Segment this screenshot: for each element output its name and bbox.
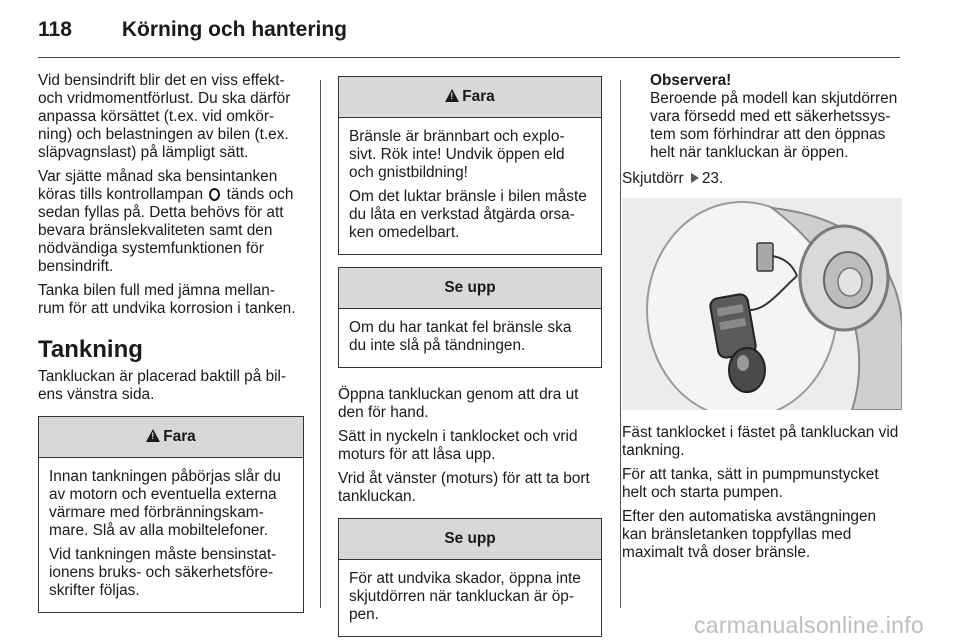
section-heading: Tankning (38, 336, 143, 363)
paragraph: Tanka bilen full med jämna mellan- rum för att undvika korrosion i tanken. (38, 282, 296, 317)
caution-box-title: Se upp (339, 519, 601, 560)
danger-box-title: !Fara (339, 77, 601, 118)
box-text: Om det luktar bränsle i bilen måste du låta en verkstad åtgärda orsa- ken omedelbart. (349, 188, 587, 241)
caution-box (338, 518, 602, 637)
danger-box (38, 416, 304, 613)
cross-reference: Skjutdörr 23. (622, 170, 724, 187)
page-header (38, 18, 347, 42)
note-block (622, 72, 902, 162)
box-text: Om du har tankat fel bränsle ska du inte slå på tändningen. (349, 319, 572, 354)
caution-box-title: Se upp (339, 268, 601, 309)
watermark: carmanualsonline.info (693, 612, 924, 638)
box-text: För att undvika skador, öppna inte skjutdörren när tankluckan är öp- pen. (349, 570, 581, 623)
warning-triangle-icon (445, 89, 459, 102)
caution-box (338, 267, 602, 368)
paragraph: Var sjätte månad ska bensintanken köras tills kontrollampan tänds och sedan fyllas på. Detta behövs för att bevara bränslekvaliteten samt den nödvändiga systemfunktionen för bensindrift. (38, 168, 294, 275)
control-lamp-icon (209, 188, 220, 201)
paragraph: Vid bensindrift blir det en viss effekt- och vridmomentförlust. Du ska därför anpassa körsättet (t.ex. vid omkör- ning) och belastningen av bilen (t.ex. släpvagnslast) på lämpligt sätt. (38, 72, 291, 161)
box-text: Innan tankningen påbörjas slår du av motorn och eventuella externa värmare med förbränningskam- mare. Slå av alla mobiltelefoner. (49, 468, 281, 539)
paragraph: Sätt in nyckeln i tanklocket och vrid moturs för att låsa upp. (338, 428, 578, 463)
danger-box (338, 76, 602, 255)
paragraph: Tankluckan är placerad baktill på bil- ens vänstra sida. (38, 368, 287, 403)
note-title: Observera! (650, 72, 732, 89)
page-reference-icon (691, 173, 699, 183)
paragraph: Vrid åt vänster (moturs) för att ta bort tankluckan. (338, 470, 590, 505)
paragraph: Efter den automatiska avstängningen kan bränsletanken toppfyllas med maximalt två doser bränsle. (622, 508, 877, 561)
paragraph: Fäst tanklocket i fästet på tankluckan vid tankning. (622, 424, 899, 459)
warning-triangle-icon (146, 429, 160, 442)
column-left (38, 72, 304, 613)
header-rule (38, 57, 900, 58)
note-text: Beroende på modell kan skjutdörren vara försedd med ett säkerhetssys- tem som förhindrar att den öppnas helt när tankluckan är öppen. (650, 90, 898, 161)
column-divider (620, 80, 621, 608)
box-text: Bränsle är brännbart och explo- sivt. Rök inte! Undvik öppen eld och gnistbildning! (349, 128, 565, 181)
box-text: Vid tankningen måste bensinstat- ionens bruks- och säkerhetsföre- skrifter följas. (49, 546, 277, 599)
column-middle (338, 76, 602, 637)
chapter-title: Körning och hantering (121, 18, 347, 41)
page-number: 118 (38, 18, 72, 41)
paragraph: För att tanka, sätt in pumpmunstycket helt och starta pumpen. (622, 466, 879, 501)
danger-box-title: !Fara (39, 417, 303, 458)
column-right (622, 72, 902, 568)
fuel-cap-illustration (622, 198, 902, 410)
paragraph: Öppna tankluckan genom att dra ut den för hand. (338, 386, 579, 421)
column-divider (320, 80, 321, 608)
